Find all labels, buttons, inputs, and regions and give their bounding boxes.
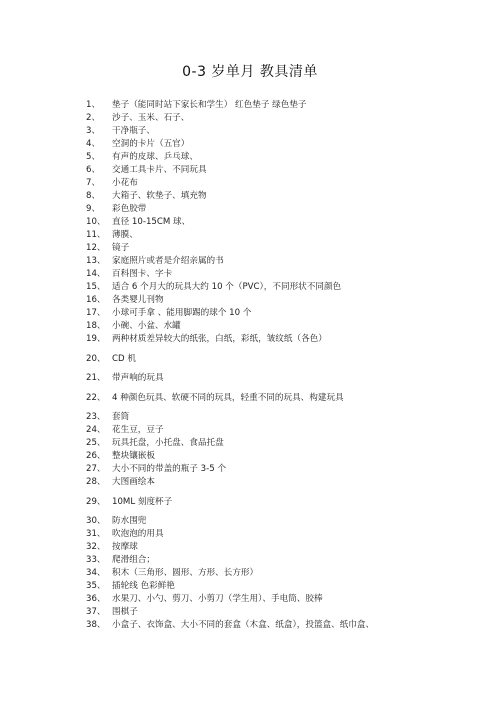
list-item bbox=[86, 190, 486, 203]
item-number: 26、 bbox=[86, 451, 106, 461]
list-item bbox=[86, 242, 486, 255]
item-text: 积木（三角形、圆形、方形、长方形） bbox=[112, 568, 259, 578]
item-text: 小盒子、衣饰盒、大小不同的套盒（木盒、纸盒），投篮盒、纸巾盒、 bbox=[112, 620, 375, 630]
item-number: 22、 bbox=[86, 392, 106, 403]
list-item bbox=[86, 177, 486, 190]
item-number: 28、 bbox=[86, 477, 106, 487]
document-title: 0-3 岁单月 教具清单 bbox=[182, 64, 318, 80]
item-number: 38、 bbox=[86, 620, 106, 630]
list-item bbox=[86, 593, 486, 606]
item-number: 37、 bbox=[86, 607, 106, 617]
list-item bbox=[86, 463, 486, 476]
item-text: 直径 10-15CM 球、 bbox=[112, 217, 191, 227]
item-text: 大图画绘本 bbox=[112, 477, 155, 487]
list-item bbox=[86, 151, 486, 164]
item-number: 27、 bbox=[86, 464, 106, 474]
item-text: CD 机 bbox=[112, 353, 136, 364]
item-number: 32、 bbox=[86, 542, 106, 552]
item-text: 大小不同的带盖的瓶子 3-5 个 bbox=[112, 464, 227, 474]
item-text: 各类婴儿刊物 bbox=[112, 295, 164, 305]
item-text: 空洞的卡片（五官） bbox=[112, 139, 190, 149]
list-item bbox=[86, 164, 486, 177]
item-text: 围棋子 bbox=[112, 607, 138, 617]
list-item bbox=[86, 281, 486, 294]
item-text: 镜子 bbox=[112, 243, 130, 253]
list-item bbox=[86, 294, 486, 307]
item-number: 15、 bbox=[86, 282, 106, 292]
item-text: 交通工具卡片、不同玩具 bbox=[112, 165, 207, 175]
item-number: 18、 bbox=[86, 321, 106, 331]
item-number: 17、 bbox=[86, 308, 106, 318]
list-item bbox=[86, 496, 486, 509]
item-text: 带声响的玩具 bbox=[112, 373, 164, 383]
list-item bbox=[86, 112, 486, 125]
list-item bbox=[86, 216, 486, 229]
item-number: 30、 bbox=[86, 516, 106, 526]
item-text: 两种材质差异较大的纸张，白纸，彩纸，皱纹纸（各色） bbox=[112, 334, 327, 344]
item-text: 有声的皮球、乒乓球、 bbox=[112, 152, 198, 162]
list-item bbox=[86, 333, 486, 346]
item-text: 彩色胶带 bbox=[112, 204, 147, 214]
item-text: 4 种颜色玩具、软硬不同的玩具，轻重不同的玩具、构建玩具 bbox=[112, 392, 344, 403]
item-number: 2、 bbox=[86, 113, 101, 123]
list-item bbox=[86, 229, 486, 242]
item-number: 6、 bbox=[86, 165, 101, 175]
list-item bbox=[86, 541, 486, 554]
item-number: 14、 bbox=[86, 269, 106, 279]
list-item bbox=[86, 424, 486, 437]
item-text: 干净瓶子、 bbox=[112, 126, 155, 136]
item-text: 花生豆，豆子 bbox=[112, 425, 164, 435]
list-item bbox=[86, 619, 486, 632]
item-text: 插轮线 色彩鲜艳 bbox=[112, 581, 175, 591]
list-item bbox=[86, 320, 486, 333]
list-item bbox=[86, 437, 486, 450]
item-number: 4、 bbox=[86, 139, 101, 149]
item-number: 3、 bbox=[86, 126, 101, 136]
item-text: 家庭照片或者是介绍亲属的书 bbox=[112, 256, 224, 266]
item-text: 大箱子、软垫子、填充物 bbox=[112, 191, 207, 201]
item-number: 25、 bbox=[86, 438, 106, 448]
item-text: 适合 6 个月大的玩具大约 10 个（PVC），不同形状不同颜色 bbox=[112, 282, 342, 292]
list-item bbox=[86, 392, 486, 405]
item-number: 20、 bbox=[86, 353, 106, 364]
list-item bbox=[86, 606, 486, 619]
list-item bbox=[86, 138, 486, 151]
list-item bbox=[86, 580, 486, 593]
item-number: 29、 bbox=[86, 496, 106, 507]
item-number: 23、 bbox=[86, 412, 106, 422]
item-text: 垫子（能同时站下家长和学生） 红色垫子 绿色垫子 bbox=[112, 100, 307, 110]
item-text: 小花布 bbox=[112, 178, 138, 188]
item-number: 12、 bbox=[86, 243, 106, 253]
item-text: 吹泡泡的用具 bbox=[112, 529, 164, 539]
item-number: 9、 bbox=[86, 204, 101, 214]
item-number: 24、 bbox=[86, 425, 106, 435]
item-number: 5、 bbox=[86, 152, 101, 162]
list-item bbox=[86, 99, 486, 112]
item-number: 31、 bbox=[86, 529, 106, 539]
list-item bbox=[86, 268, 486, 281]
item-number: 33、 bbox=[86, 555, 106, 565]
item-text: 防水围兜 bbox=[112, 516, 147, 526]
list-item bbox=[86, 450, 486, 463]
item-text: 沙子、玉米、石子、 bbox=[112, 113, 190, 123]
item-number: 10、 bbox=[86, 217, 106, 227]
item-number: 16、 bbox=[86, 295, 106, 305]
list-item bbox=[86, 307, 486, 320]
item-text: 爬滑组合； bbox=[112, 555, 155, 565]
list-item bbox=[86, 411, 486, 424]
item-number: 35、 bbox=[86, 581, 106, 591]
item-text: 10ML 刻度杯子 bbox=[112, 496, 173, 507]
item-number: 13、 bbox=[86, 256, 106, 266]
list-item bbox=[86, 515, 486, 528]
item-text: 小碗、小盆、水罐 bbox=[112, 321, 181, 331]
item-number: 34、 bbox=[86, 568, 106, 578]
item-list bbox=[86, 99, 486, 632]
item-text: 薄膜、 bbox=[112, 230, 138, 240]
item-number: 19、 bbox=[86, 334, 106, 344]
list-item bbox=[86, 528, 486, 541]
list-item bbox=[86, 554, 486, 567]
item-text: 百科图卡、字卡 bbox=[112, 269, 173, 279]
list-item bbox=[86, 372, 486, 385]
list-item bbox=[86, 255, 486, 268]
item-number: 11、 bbox=[86, 230, 106, 240]
item-text: 玩具托盘，小托盘、食品托盘 bbox=[112, 438, 224, 448]
item-text: 水果刀、小勺、剪刀、小剪刀（学生用）、手电筒、胶棒 bbox=[112, 594, 323, 604]
item-number: 1、 bbox=[86, 100, 101, 110]
list-item bbox=[86, 125, 486, 138]
item-number: 8、 bbox=[86, 191, 101, 201]
list-item bbox=[86, 567, 486, 580]
list-item bbox=[86, 353, 486, 366]
item-text: 小球可手拿 、能用脚踢的球个 10 个 bbox=[112, 308, 252, 318]
item-text: 套筒 bbox=[112, 412, 130, 422]
list-item bbox=[86, 203, 486, 216]
item-number: 7、 bbox=[86, 178, 101, 188]
list-item bbox=[86, 476, 486, 489]
item-text: 按摩球 bbox=[112, 542, 138, 552]
item-number: 21、 bbox=[86, 373, 106, 383]
item-text: 整块镶嵌板 bbox=[112, 451, 155, 461]
item-number: 36、 bbox=[86, 594, 106, 604]
